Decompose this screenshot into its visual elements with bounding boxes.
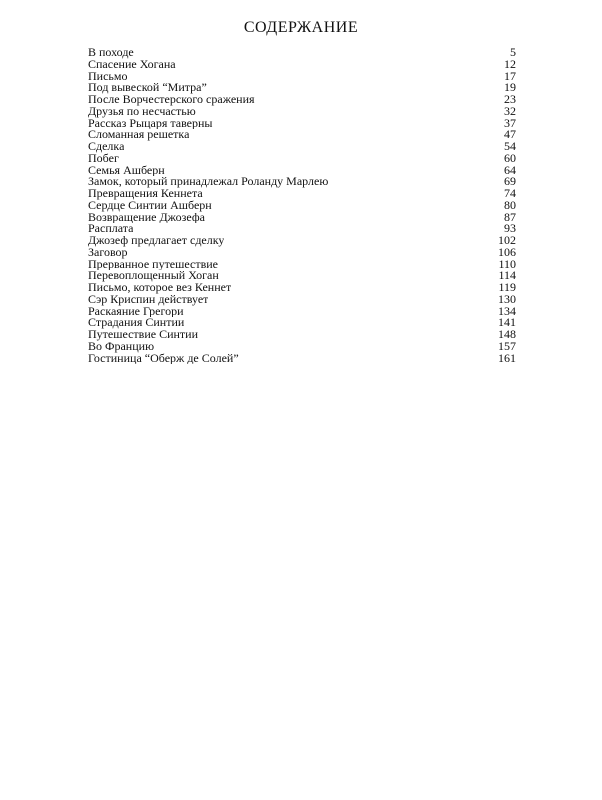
toc-entry-page-number: 134 bbox=[498, 303, 516, 318]
toc-entry bbox=[88, 82, 516, 94]
toc-entry bbox=[88, 47, 516, 59]
toc-entry-page-number: 32 bbox=[504, 103, 516, 118]
toc-entry bbox=[88, 291, 516, 306]
toc-entry-page-number: 130 bbox=[498, 291, 516, 306]
toc-entry-page-number: 69 bbox=[504, 174, 516, 189]
toc-entry bbox=[88, 270, 516, 282]
toc-entry-page-number: 110 bbox=[498, 256, 516, 271]
toc-entry-title: Письмо bbox=[88, 70, 128, 83]
toc-entry-title: Страдания Синтии bbox=[88, 317, 185, 329]
toc-entry bbox=[88, 103, 516, 118]
toc-entry bbox=[88, 282, 516, 294]
toc-entry-page-number: 23 bbox=[504, 92, 516, 106]
toc-entry-page-number: 5 bbox=[510, 45, 516, 59]
toc-entry-page-number: 47 bbox=[504, 127, 516, 142]
toc-entry-title: Перевоплощенный Хоган bbox=[88, 270, 219, 282]
toc-entry-page-number: 12 bbox=[504, 56, 516, 71]
toc-entry-page-number: 106 bbox=[498, 244, 516, 259]
table-of-contents bbox=[88, 47, 516, 364]
toc-entry bbox=[88, 197, 516, 212]
toc-entry-title: Замок, который принадлежал Роланду Марлею bbox=[88, 176, 329, 188]
toc-entry-title: Гостиница “Оберж де Солей” bbox=[88, 352, 239, 365]
toc-entry-title: Раскаяние Грегори bbox=[88, 305, 184, 318]
toc-entry-page-number: 119 bbox=[498, 280, 516, 294]
toc-entry bbox=[88, 223, 516, 235]
toc-entry-page-number: 161 bbox=[498, 350, 516, 365]
toc-entry bbox=[88, 256, 516, 271]
toc-entry-title: После Ворчестерского сражения bbox=[88, 94, 255, 106]
toc-entry-title: Заговор bbox=[88, 246, 128, 259]
toc-entry bbox=[88, 94, 516, 106]
toc-entry bbox=[88, 303, 516, 318]
toc-entry-title: Сэр Криспин действует bbox=[88, 293, 209, 306]
toc-entry-title: Превращения Кеннета bbox=[88, 188, 203, 200]
toc-entry-page-number: 141 bbox=[498, 315, 516, 330]
toc-entry bbox=[88, 176, 516, 188]
toc-entry-title: Джозеф предлагает сделку bbox=[88, 235, 225, 247]
toc-entry-title: Спасение Хогана bbox=[88, 58, 176, 71]
toc-entry bbox=[88, 209, 516, 224]
toc-entry-page-number: 157 bbox=[498, 338, 516, 353]
page-title: СОДЕРЖАНИЕ bbox=[243, 19, 359, 36]
toc-entry-page-number: 37 bbox=[504, 115, 516, 130]
toc-entry bbox=[88, 56, 516, 71]
toc-entry-page-number: 60 bbox=[504, 150, 516, 165]
toc-entry bbox=[88, 317, 516, 329]
toc-entry bbox=[88, 129, 516, 141]
toc-entry-page-number: 102 bbox=[498, 233, 516, 247]
toc-entry-page-number: 87 bbox=[504, 209, 516, 224]
toc-entry-title: Путешествие Синтии bbox=[88, 329, 199, 341]
toc-entry-title: Прерванное путешествие bbox=[88, 258, 218, 271]
toc-entry-title: Расплата bbox=[88, 223, 134, 235]
toc-entry-title: Рассказ Рыцаря таверны bbox=[88, 117, 213, 130]
toc-entry bbox=[88, 162, 516, 177]
toc-entry-title: Под вывеской “Митра” bbox=[88, 82, 207, 94]
toc-entry bbox=[88, 68, 516, 83]
toc-entry-page-number: 148 bbox=[498, 327, 516, 341]
toc-entry-page-number: 74 bbox=[504, 186, 516, 200]
toc-entry bbox=[88, 141, 516, 153]
toc-entry-title: Семья Ашберн bbox=[88, 164, 165, 177]
toc-entry-page-number: 64 bbox=[504, 162, 516, 177]
toc-entry-page-number: 54 bbox=[504, 139, 516, 153]
toc-entry bbox=[88, 188, 516, 200]
toc-entry bbox=[88, 338, 516, 353]
toc-entry-title: Во Францию bbox=[88, 340, 155, 353]
toc-entry-title: Возвращение Джозефа bbox=[88, 211, 205, 224]
toc-entry bbox=[88, 350, 516, 365]
toc-entry-title: Сделка bbox=[88, 141, 125, 153]
toc-entry-page-number: 19 bbox=[504, 80, 516, 95]
toc-entry bbox=[88, 150, 516, 165]
toc-entry-title: Друзья по несчастью bbox=[88, 105, 196, 118]
toc-entry bbox=[88, 115, 516, 130]
toc-entry bbox=[88, 244, 516, 259]
toc-entry-page-number: 114 bbox=[498, 268, 516, 283]
toc-entry-page-number: 17 bbox=[504, 68, 516, 83]
toc-entry-title: Сломанная решетка bbox=[88, 129, 190, 141]
toc-entry-title: Письмо, которое вез Кеннет bbox=[88, 282, 232, 294]
toc-entry-title: Сердце Синтии Ашберн bbox=[88, 199, 212, 212]
toc-entry-title: Побег bbox=[88, 152, 119, 165]
toc-entry bbox=[88, 235, 516, 247]
toc-entry-page-number: 93 bbox=[504, 221, 516, 236]
toc-entry-page-number: 80 bbox=[504, 197, 516, 212]
toc-entry-title: В походе bbox=[88, 47, 134, 59]
toc-entry bbox=[88, 329, 516, 341]
